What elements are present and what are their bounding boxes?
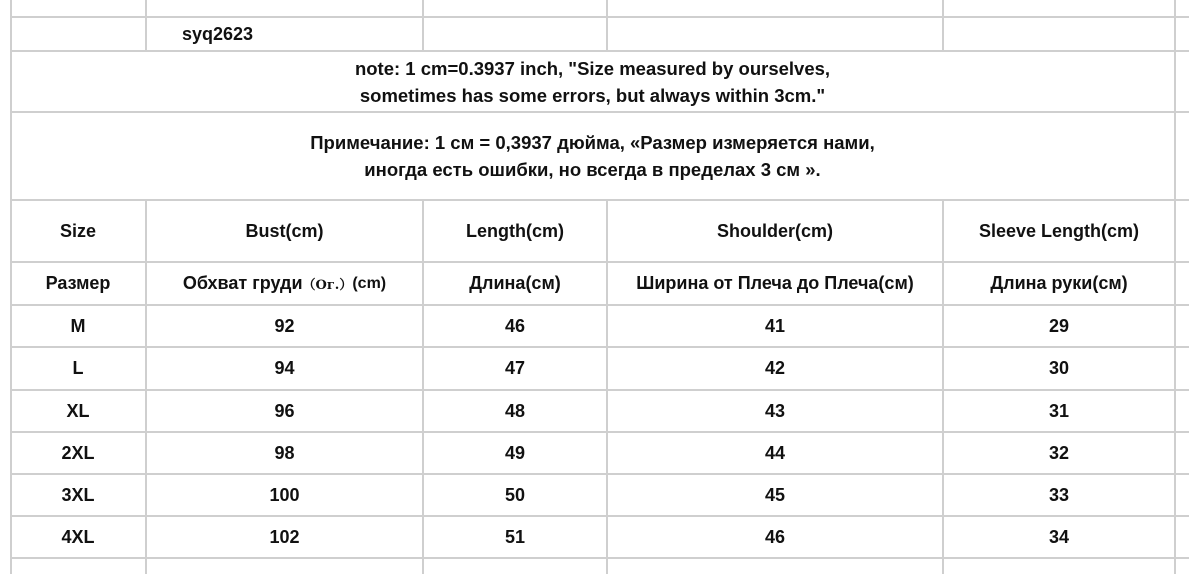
table-cell-sleeve: 33 — [1048, 484, 1070, 505]
table-cell-shoulder: 42 — [764, 358, 786, 378]
table-cell-sleeve: 29 — [1048, 315, 1070, 336]
grid-line — [606, 0, 608, 51]
table-cell-shoulder: 44 — [764, 442, 786, 463]
table-cell-length: 50 — [504, 484, 526, 505]
table-cell-length: 46 — [504, 315, 526, 336]
grid-line — [942, 0, 944, 51]
table-cell-bust: 92 — [274, 315, 295, 336]
table-cell-length: 51 — [504, 526, 526, 547]
note-russian-line-2: иногда есть ошибки, но всегда в пределах 3 см ». — [364, 159, 821, 180]
table-cell-sleeve: 32 — [1048, 442, 1070, 463]
note-english-line-1: note: 1 cm=0.3937 inch, "Size measured by ourselves, — [354, 57, 831, 79]
note-russian — [10, 112, 1175, 200]
header-ru-shoulder: Ширина от Плеча до Плеча(см) — [636, 273, 914, 293]
header-en-sleeve: Sleeve Length(cm) — [978, 220, 1140, 241]
table-cell-size: L — [72, 358, 84, 378]
note-english — [10, 51, 1175, 112]
header-ru-bust-label: Обхват груди — [182, 273, 303, 293]
note-russian-line-1: Примечание: 1 см = 0,3937 дюйма, «Размер измеряется нами, — [310, 132, 875, 153]
table-cell-shoulder: 41 — [764, 315, 786, 336]
header-ru-sleeve: Длина руки(см) — [990, 273, 1128, 293]
table-cell-shoulder: 45 — [764, 484, 786, 505]
header-en-size: Size — [59, 220, 97, 241]
table-cell-sleeve: 30 — [1048, 358, 1070, 378]
table-cell-size: 2XL — [61, 442, 95, 463]
table-cell-bust: 96 — [274, 400, 295, 421]
table-cell-size: 4XL — [61, 526, 95, 547]
table-cell-shoulder: 43 — [764, 400, 786, 421]
product-code: syq2623 — [181, 23, 254, 44]
table-cell-shoulder: 46 — [764, 526, 786, 547]
table-cell-size: 3XL — [61, 484, 95, 505]
header-en-bust: Bust(cm) — [245, 220, 324, 241]
table-cell-size: XL — [66, 400, 90, 421]
header-ru-size: Размер — [45, 273, 111, 293]
table-cell-sleeve: 31 — [1048, 400, 1070, 421]
header-en-shoulder: Shoulder(cm) — [716, 220, 833, 241]
header-ru-bust — [146, 262, 423, 305]
table-cell-length: 48 — [504, 400, 526, 421]
header-ru-bust-unit: (cm) — [352, 274, 387, 292]
table-cell-length: 49 — [504, 442, 526, 463]
table-cell-size: M — [70, 315, 86, 336]
table-cell-bust: 102 — [269, 526, 300, 547]
table-cell-sleeve: 34 — [1048, 526, 1070, 547]
header-ru-length: Длина(см) — [469, 273, 561, 293]
header-ru-bust-abbr: （Ог.） — [302, 278, 353, 293]
table-cell-bust: 98 — [274, 442, 295, 463]
table-cell-length: 47 — [504, 358, 526, 378]
grid-line — [422, 0, 424, 51]
table-cell-bust: 100 — [269, 484, 300, 505]
note-english-line-2: sometimes has some errors, but always within 3cm." — [359, 84, 826, 106]
table-cell-bust: 94 — [274, 358, 295, 378]
header-en-length: Length(cm) — [466, 220, 564, 241]
